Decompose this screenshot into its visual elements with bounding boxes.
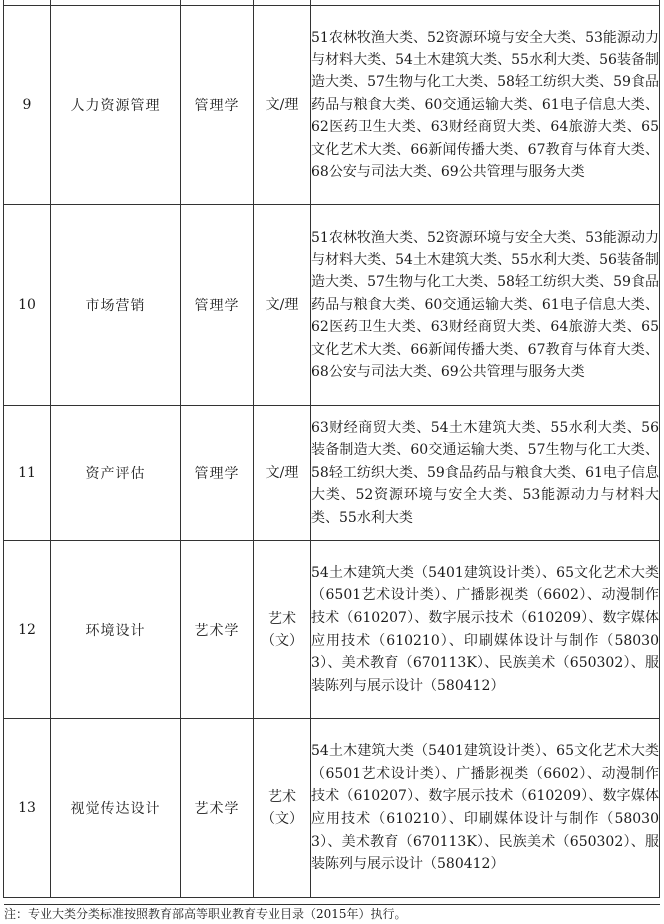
subject-type: 艺术（文）: [254, 541, 311, 719]
subject-type: 文/理: [254, 6, 311, 205]
eligible-majors: 51农林牧渔大类、52资源环境与安全大类、53能源动力与材料大类、54土木建筑大类、55水利大类、56装备制造大类、57生物与化工大类、58轻工纺织大类、59食品药品与粮食大类、60交通运输大类、61电子信息大类、62医药卫生大类、63财经商贸大类、64旅游大类、65文化艺术大类、66新闻传播大类、67教育与体育大类、68公安与司法大类、69公共管理与服务大类: [311, 205, 660, 406]
row-number: 9: [4, 6, 51, 205]
subject-type: 艺术（文）: [254, 719, 311, 898]
eligible-majors: 63财经商贸大类、54土木建筑大类、55水利大类、56装备制造大类、60交通运输大类、57生物与化工大类、58轻工纺织大类、59食品药品与粮食大类、61电子信息大类、52资源环境与安全大类、53能源动力与材料大类、55水利大类: [311, 406, 660, 541]
discipline-category: 管理学: [181, 6, 254, 205]
table-row: [4, 406, 660, 541]
row-number: 11: [4, 406, 51, 541]
majors-table: [3, 0, 660, 898]
row-number: 12: [4, 541, 51, 719]
table-row: [4, 6, 660, 205]
major-name: 资产评估: [51, 406, 181, 541]
row-number: 13: [4, 719, 51, 898]
table-row: [4, 719, 660, 898]
subject-type: 文/理: [254, 406, 311, 541]
row-number: 10: [4, 205, 51, 406]
table-row: [4, 205, 660, 406]
eligible-majors: 54土木建筑大类（5401建筑设计类）、65文化艺术大类（6501艺术设计类）、广播影视类（6602）、动漫制作技术（610207）、数字展示技术（610209）、数字媒体应用技术（610210）、印刷媒体设计与制作（580303）、美术教育（670113K）、民族美术（650302）、服装陈列与展示设计（580412）: [311, 541, 660, 719]
eligible-majors: 51农林牧渔大类、52资源环境与安全大类、53能源动力与材料大类、54土木建筑大类、55水利大类、56装备制造大类、57生物与化工大类、58轻工纺织大类、59食品药品与粮食大类、60交通运输大类、61电子信息大类、62医药卫生大类、63财经商贸大类、64旅游大类、65文化艺术大类、66新闻传播大类、67教育与体育大类、68公安与司法大类、69公共管理与服务大类: [311, 6, 660, 205]
discipline-category: 管理学: [181, 406, 254, 541]
discipline-category: 管理学: [181, 205, 254, 406]
footnote: 注：专业大类分类标准按照教育部高等职业教育专业目录（2015年）执行。: [4, 904, 660, 923]
major-name: 环境设计: [51, 541, 181, 719]
major-name: 市场营销: [51, 205, 181, 406]
subject-type: 文/理: [254, 205, 311, 406]
table-row: [4, 541, 660, 719]
discipline-category: 艺术学: [181, 719, 254, 898]
major-name: 人力资源管理: [51, 6, 181, 205]
eligible-majors: 54土木建筑大类（5401建筑设计类）、65文化艺术大类（6501艺术设计类）、广播影视类（6602）、动漫制作技术（610207）、数字展示技术（610209）、数字媒体应用技术（610210）、印刷媒体设计与制作（580303）、美术教育（670113K）、民族美术（650302）、服装陈列与展示设计（580412）: [311, 719, 660, 898]
major-name: 视觉传达设计: [51, 719, 181, 898]
discipline-category: 艺术学: [181, 541, 254, 719]
